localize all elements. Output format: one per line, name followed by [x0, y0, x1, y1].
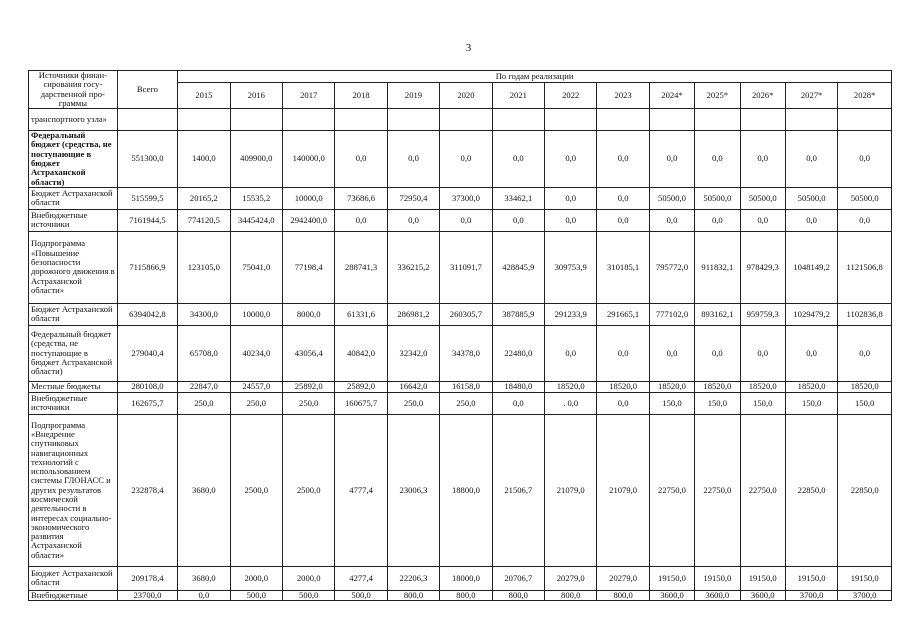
- year-value-cell: 3700,0: [838, 590, 892, 600]
- table-row: [29, 303, 892, 325]
- year-value-cell: 3600,0: [649, 590, 694, 600]
- year-value-cell: 32342,0: [387, 325, 439, 381]
- header-year: 2026*: [740, 83, 785, 109]
- year-value-cell: 40234,0: [230, 325, 282, 381]
- year-value-cell: 0,0: [387, 131, 439, 188]
- year-value-cell: 15535,2: [230, 187, 282, 209]
- year-value-cell: [695, 109, 740, 131]
- table-body: [29, 109, 892, 601]
- year-value-cell: 0,0: [649, 325, 694, 381]
- year-value-cell: 0,0: [440, 131, 492, 188]
- year-value-cell: 160675,7: [335, 392, 387, 414]
- total-cell: 6394042,8: [117, 303, 177, 325]
- year-value-cell: 50500,0: [740, 187, 785, 209]
- year-value-cell: 21079,0: [597, 414, 649, 566]
- year-value-cell: 2000,0: [230, 566, 282, 590]
- year-value-cell: 291665,1: [597, 303, 649, 325]
- year-value-cell: 4277,4: [335, 566, 387, 590]
- year-value-cell: 3680,0: [178, 414, 230, 566]
- year-value-cell: 23006,3: [387, 414, 439, 566]
- year-value-cell: 22750,0: [695, 414, 740, 566]
- year-value-cell: 150,0: [695, 392, 740, 414]
- year-value-cell: 22480,0: [492, 325, 544, 381]
- year-value-cell: [230, 109, 282, 131]
- year-value-cell: 0,0: [785, 131, 837, 188]
- year-value-cell: 61331,6: [335, 303, 387, 325]
- table-row: [29, 414, 892, 566]
- year-value-cell: 22850,0: [785, 414, 837, 566]
- year-value-cell: 288741,3: [335, 231, 387, 303]
- year-value-cell: [282, 109, 334, 131]
- year-value-cell: 0,0: [740, 325, 785, 381]
- year-value-cell: 140000,0: [282, 131, 334, 188]
- year-value-cell: [545, 109, 597, 131]
- year-value-cell: 21506,7: [492, 414, 544, 566]
- page-number: 3: [465, 42, 472, 54]
- year-value-cell: [597, 109, 649, 131]
- year-value-cell: [335, 109, 387, 131]
- year-value-cell: 0,0: [492, 392, 544, 414]
- year-value-cell: 795772,0: [649, 231, 694, 303]
- table-row: [29, 231, 892, 303]
- table-row: [29, 209, 892, 231]
- year-value-cell: 387885,9: [492, 303, 544, 325]
- year-value-cell: 893162,1: [695, 303, 740, 325]
- year-value-cell: 25892,0: [335, 381, 387, 392]
- year-value-cell: 959759,3: [740, 303, 785, 325]
- year-value-cell: 40842,0: [335, 325, 387, 381]
- year-value-cell: [740, 109, 785, 131]
- year-value-cell: 0,0: [387, 209, 439, 231]
- year-value-cell: 310185,1: [597, 231, 649, 303]
- year-value-cell: 21079,0: [545, 414, 597, 566]
- year-value-cell: 1048149,2: [785, 231, 837, 303]
- total-cell: 209178,4: [117, 566, 177, 590]
- header-year: 2024*: [649, 83, 694, 109]
- header-year: 2025*: [695, 83, 740, 109]
- header-year: 2016: [230, 83, 282, 109]
- year-value-cell: 0,0: [785, 325, 837, 381]
- total-cell: 7115866,9: [117, 231, 177, 303]
- year-value-cell: 65708,0: [178, 325, 230, 381]
- year-value-cell: 18520,0: [740, 381, 785, 392]
- year-value-cell: 19150,0: [785, 566, 837, 590]
- year-value-cell: 0,0: [597, 325, 649, 381]
- table-row: [29, 325, 892, 381]
- year-value-cell: 500,0: [335, 590, 387, 600]
- year-value-cell: 1400,0: [178, 131, 230, 188]
- header-year: 2022: [545, 83, 597, 109]
- year-value-cell: 0,0: [695, 209, 740, 231]
- year-value-cell: 800,0: [440, 590, 492, 600]
- year-value-cell: 250,0: [230, 392, 282, 414]
- total-cell: 279040,4: [117, 325, 177, 381]
- header-year: 2017: [282, 83, 334, 109]
- year-value-cell: 0,0: [695, 131, 740, 188]
- year-value-cell: 0,0: [440, 209, 492, 231]
- year-value-cell: 0,0: [695, 325, 740, 381]
- year-value-cell: [838, 109, 892, 131]
- year-value-cell: 800,0: [545, 590, 597, 600]
- year-value-cell: 72950,4: [387, 187, 439, 209]
- source-label: Внебюджетные источники: [29, 392, 118, 414]
- year-value-cell: 1121506,8: [838, 231, 892, 303]
- year-value-cell: 50500,0: [785, 187, 837, 209]
- year-value-cell: 0,0: [492, 209, 544, 231]
- total-cell: 280108,0: [117, 381, 177, 392]
- total-cell: 7161944,5: [117, 209, 177, 231]
- year-value-cell: 2500,0: [282, 414, 334, 566]
- year-value-cell: 1029479,2: [785, 303, 837, 325]
- year-value-cell: 10000,0: [230, 303, 282, 325]
- year-value-cell: 0,0: [335, 209, 387, 231]
- year-value-cell: 0,0: [545, 209, 597, 231]
- header-year: 2018: [335, 83, 387, 109]
- year-value-cell: 16642,0: [387, 381, 439, 392]
- year-value-cell: 18520,0: [695, 381, 740, 392]
- year-value-cell: 260305,7: [440, 303, 492, 325]
- year-value-cell: 34378,0: [440, 325, 492, 381]
- year-value-cell: 777102,0: [649, 303, 694, 325]
- year-value-cell: 50500,0: [695, 187, 740, 209]
- year-value-cell: 43056,4: [282, 325, 334, 381]
- source-label: Внебюджетные: [29, 590, 118, 600]
- year-value-cell: 19150,0: [838, 566, 892, 590]
- year-value-cell: 0,0: [597, 209, 649, 231]
- year-value-cell: 8000,0: [282, 303, 334, 325]
- year-value-cell: 4777,4: [335, 414, 387, 566]
- year-value-cell: 409900,0: [230, 131, 282, 188]
- year-value-cell: [785, 109, 837, 131]
- year-value-cell: 250,0: [282, 392, 334, 414]
- year-value-cell: 18520,0: [649, 381, 694, 392]
- year-value-cell: 1102836,8: [838, 303, 892, 325]
- source-label: Федеральный бюджет (средства, не поступающие в бюджет Астраханской области): [29, 131, 118, 188]
- year-value-cell: 309753,9: [545, 231, 597, 303]
- year-value-cell: 22750,0: [740, 414, 785, 566]
- year-value-cell: 500,0: [230, 590, 282, 600]
- year-value-cell: 0,0: [649, 209, 694, 231]
- header-year: 2019: [387, 83, 439, 109]
- year-value-cell: 800,0: [492, 590, 544, 600]
- source-label: Подпрограмма «Повышение безопасности дорожного движения в Астраханской области»: [29, 231, 118, 303]
- source-label: Бюджет Астраханской области: [29, 187, 118, 209]
- table-row: [29, 109, 892, 131]
- year-value-cell: 22850,0: [838, 414, 892, 566]
- year-value-cell: 336215,2: [387, 231, 439, 303]
- year-value-cell: 150,0: [785, 392, 837, 414]
- source-label: Внебюджетные источники: [29, 209, 118, 231]
- year-value-cell: 250,0: [387, 392, 439, 414]
- source-label: Бюджет Астраханской области: [29, 303, 118, 325]
- year-value-cell: 20706,7: [492, 566, 544, 590]
- table-row: [29, 131, 892, 188]
- year-value-cell: 50500,0: [838, 187, 892, 209]
- year-value-cell: 19150,0: [695, 566, 740, 590]
- year-value-cell: 500,0: [282, 590, 334, 600]
- year-value-cell: 0,0: [838, 209, 892, 231]
- year-value-cell: 2000,0: [282, 566, 334, 590]
- year-value-cell: 20279,0: [545, 566, 597, 590]
- year-value-cell: 18520,0: [838, 381, 892, 392]
- header-year: 2023: [597, 83, 649, 109]
- year-value-cell: 0,0: [740, 131, 785, 188]
- header-year: 2015: [178, 83, 230, 109]
- header-year: 2020: [440, 83, 492, 109]
- year-value-cell: 37300,0: [440, 187, 492, 209]
- year-value-cell: 0,0: [335, 131, 387, 188]
- year-value-cell: [440, 109, 492, 131]
- year-value-cell: 33462,1: [492, 187, 544, 209]
- year-value-cell: 800,0: [597, 590, 649, 600]
- year-value-cell: 0,0: [597, 187, 649, 209]
- year-value-cell: 10000,0: [282, 187, 334, 209]
- year-value-cell: [178, 109, 230, 131]
- header-year: 2027*: [785, 83, 837, 109]
- year-value-cell: 18800,0: [440, 414, 492, 566]
- year-value-cell: 250,0: [440, 392, 492, 414]
- year-value-cell: 3600,0: [740, 590, 785, 600]
- year-value-cell: 18520,0: [545, 381, 597, 392]
- year-value-cell: 34300,0: [178, 303, 230, 325]
- total-cell: 162675,7: [117, 392, 177, 414]
- year-value-cell: 24557,0: [230, 381, 282, 392]
- year-value-cell: 3445424,0: [230, 209, 282, 231]
- year-value-cell: . 0,0: [545, 392, 597, 414]
- year-value-cell: 20165,2: [178, 187, 230, 209]
- year-value-cell: 123105,0: [178, 231, 230, 303]
- table-row: [29, 187, 892, 209]
- year-value-cell: 18000,0: [440, 566, 492, 590]
- header-years-group: По годам реализации: [178, 71, 892, 83]
- table-row: [29, 381, 892, 392]
- source-label: Подпрограмма «Внедрение спутниковых навигационных технологий с использованием системы ГЛОНАСС и других результатов космической деятельности в интересах социально-экономического развития Астраханской области»: [29, 414, 118, 566]
- year-value-cell: 0,0: [545, 131, 597, 188]
- year-value-cell: 2500,0: [230, 414, 282, 566]
- year-value-cell: 0,0: [649, 131, 694, 188]
- funding-table: [28, 70, 892, 601]
- year-value-cell: 25892,0: [282, 381, 334, 392]
- year-value-cell: 150,0: [649, 392, 694, 414]
- year-value-cell: 291233,9: [545, 303, 597, 325]
- year-value-cell: 16158,0: [440, 381, 492, 392]
- year-value-cell: 22847,0: [178, 381, 230, 392]
- year-value-cell: 286981,2: [387, 303, 439, 325]
- year-value-cell: 774120,5: [178, 209, 230, 231]
- year-value-cell: 0,0: [492, 131, 544, 188]
- year-value-cell: [649, 109, 694, 131]
- source-label: Федеральный бюджет (средства, не поступающие в бюджет Астраханской области): [29, 325, 118, 381]
- source-label: Местные бюджеты: [29, 381, 118, 392]
- year-value-cell: 0,0: [597, 131, 649, 188]
- year-value-cell: 428845,9: [492, 231, 544, 303]
- year-value-cell: 50500,0: [649, 187, 694, 209]
- year-value-cell: 0,0: [545, 187, 597, 209]
- year-value-cell: 0,0: [178, 590, 230, 600]
- year-value-cell: 22750,0: [649, 414, 694, 566]
- source-label: транспортного узла»: [29, 109, 118, 131]
- year-value-cell: 978429,3: [740, 231, 785, 303]
- year-value-cell: 19150,0: [649, 566, 694, 590]
- year-value-cell: 18520,0: [597, 381, 649, 392]
- year-value-cell: 0,0: [545, 325, 597, 381]
- year-value-cell: 73686,6: [335, 187, 387, 209]
- year-value-cell: 20279,0: [597, 566, 649, 590]
- total-cell: 551300,0: [117, 131, 177, 188]
- total-cell: [117, 109, 177, 131]
- year-value-cell: 311091,7: [440, 231, 492, 303]
- table-row: [29, 566, 892, 590]
- year-value-cell: 3680,0: [178, 566, 230, 590]
- year-value-cell: 75041,0: [230, 231, 282, 303]
- year-value-cell: 0,0: [740, 209, 785, 231]
- total-cell: 23700,0: [117, 590, 177, 600]
- year-value-cell: 800,0: [387, 590, 439, 600]
- year-value-cell: 0,0: [785, 209, 837, 231]
- year-value-cell: 911832,1: [695, 231, 740, 303]
- year-value-cell: 150,0: [838, 392, 892, 414]
- total-cell: 515599,5: [117, 187, 177, 209]
- header-total: Всего: [117, 71, 177, 109]
- year-value-cell: 3600,0: [695, 590, 740, 600]
- header-year: 2028*: [838, 83, 892, 109]
- total-cell: 232878,4: [117, 414, 177, 566]
- year-value-cell: 22206,3: [387, 566, 439, 590]
- year-value-cell: 18480,0: [492, 381, 544, 392]
- year-value-cell: 19150,0: [740, 566, 785, 590]
- year-value-cell: 0,0: [597, 392, 649, 414]
- year-value-cell: 18520,0: [785, 381, 837, 392]
- year-value-cell: 0,0: [838, 325, 892, 381]
- header-source: Источники финан-сирования госу-дарственной про-граммы: [29, 71, 118, 109]
- year-value-cell: 2942400,0: [282, 209, 334, 231]
- table-row: [29, 590, 892, 600]
- year-value-cell: 0,0: [838, 131, 892, 188]
- header-year: 2021: [492, 83, 544, 109]
- year-value-cell: 77198,4: [282, 231, 334, 303]
- year-value-cell: [387, 109, 439, 131]
- source-label: Бюджет Астраханской области: [29, 566, 118, 590]
- year-value-cell: 150,0: [740, 392, 785, 414]
- year-value-cell: 3700,0: [785, 590, 837, 600]
- year-value-cell: 250,0: [178, 392, 230, 414]
- table-row: [29, 392, 892, 414]
- year-value-cell: [492, 109, 544, 131]
